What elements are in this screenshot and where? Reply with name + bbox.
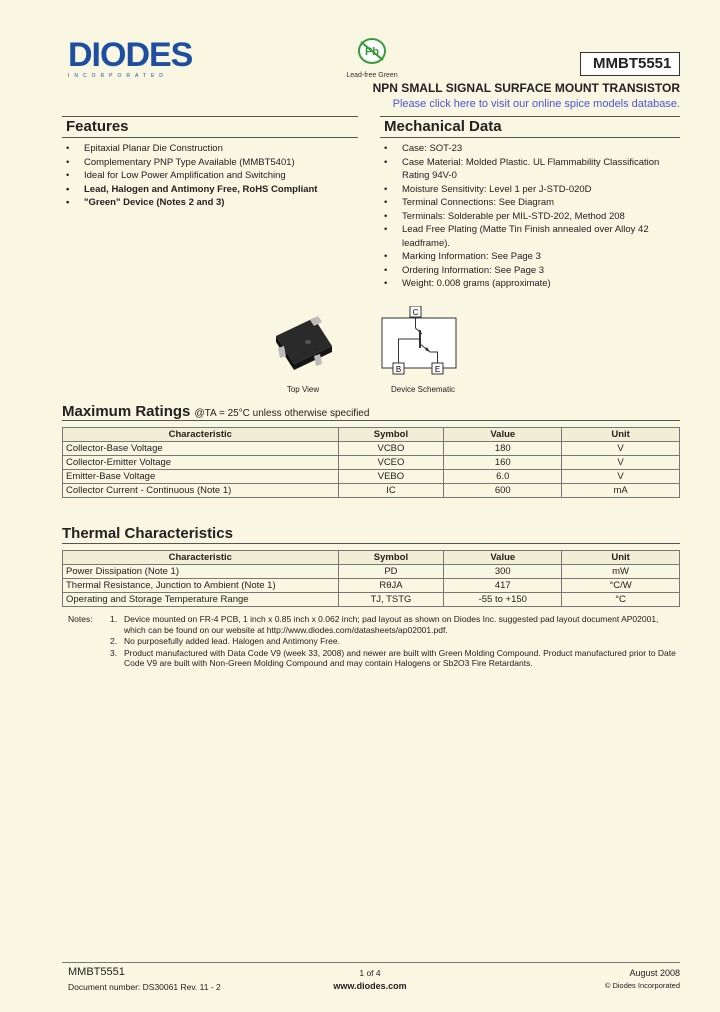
table-cell: mW bbox=[562, 565, 680, 579]
note-text: Product manufactured with Data Code V9 (week 33, 2008) and newer are built with Green Molding Compound. Product manufactured prior to Date Code V9 are built with Non-Green Molding Compound and may contain Halogens or Sb2O3 Fire Retardants. bbox=[124, 647, 676, 668]
note-number: 1. bbox=[110, 614, 118, 624]
device-subtitle: NPN SMALL SIGNAL SURFACE MOUNT TRANSISTOR bbox=[372, 81, 680, 95]
top-view-figure bbox=[268, 312, 338, 392]
table-header-cell: Value bbox=[444, 551, 562, 565]
table-row bbox=[63, 456, 680, 470]
table-cell: 300 bbox=[444, 565, 562, 579]
max-ratings-title: Maximum Ratings bbox=[62, 403, 191, 420]
feature-item: • Ideal for Low Power Amplification and Switching bbox=[62, 169, 358, 183]
spice-models-link[interactable]: Please click here to visit our online spice models database. bbox=[392, 98, 680, 110]
table-cell: 600 bbox=[444, 484, 562, 498]
table-row bbox=[63, 484, 680, 498]
npn-schematic-diagram bbox=[380, 306, 466, 378]
pb-symbol: Pb bbox=[364, 46, 380, 58]
mechanical-list bbox=[380, 142, 680, 291]
sot23-package-image bbox=[268, 312, 338, 374]
table-cell: °C/W bbox=[562, 579, 680, 593]
feature-item: • Lead, Halogen and Antimony Free, RoHS Compliant bbox=[62, 183, 358, 197]
table-cell: V bbox=[562, 442, 680, 456]
table-cell: 180 bbox=[444, 442, 562, 456]
footer-copyright: © Diodes Incorporated bbox=[604, 981, 680, 990]
note-item bbox=[110, 614, 680, 635]
notes-list bbox=[110, 614, 680, 670]
features-list bbox=[62, 142, 358, 210]
table-cell: PD bbox=[338, 565, 444, 579]
pin-b-label: B bbox=[395, 365, 402, 374]
table-header-cell: Unit bbox=[562, 551, 680, 565]
table-cell: 6.0 bbox=[444, 470, 562, 484]
table-cell: VCBO bbox=[338, 442, 444, 456]
lead-free-leaf-icon bbox=[355, 36, 389, 66]
diodes-logo bbox=[68, 38, 208, 78]
table-cell: °C bbox=[562, 593, 680, 607]
table-row bbox=[63, 579, 680, 593]
note-number: 2. bbox=[110, 636, 118, 646]
device-schematic-figure bbox=[380, 306, 466, 394]
table-row bbox=[63, 565, 680, 579]
table-header-cell: Symbol bbox=[338, 551, 444, 565]
footer-page: 1 of 4 bbox=[359, 968, 381, 978]
table-row bbox=[63, 470, 680, 484]
table-cell: Power Dissipation (Note 1) bbox=[63, 565, 339, 579]
max-ratings-condition: @TA = 25°C unless otherwise specified bbox=[194, 408, 370, 419]
pin-c-label: C bbox=[412, 308, 419, 317]
features-heading: Features bbox=[62, 116, 358, 138]
table-row bbox=[63, 442, 680, 456]
table-cell: -55 to +150 bbox=[444, 593, 562, 607]
thermal-heading: Thermal Characteristics bbox=[62, 525, 233, 542]
feature-item: • Complementary PNP Type Available (MMBT5401) bbox=[62, 156, 358, 170]
part-number-box: MMBT5551 bbox=[580, 52, 680, 76]
note-number: 3. bbox=[110, 647, 118, 658]
feature-item: • "Green" Device (Notes 2 and 3) bbox=[62, 196, 358, 210]
mechanical-heading: Mechanical Data bbox=[380, 116, 680, 138]
thermal-rule bbox=[62, 543, 680, 544]
top-view-caption: Top View bbox=[286, 385, 320, 394]
max-ratings-table bbox=[62, 427, 680, 498]
table-cell: Collector-Base Voltage bbox=[63, 442, 339, 456]
logo-text: DIODES bbox=[68, 36, 193, 74]
lead-free-caption: Lead-free Green bbox=[346, 72, 398, 79]
schematic-caption: Device Schematic bbox=[390, 385, 456, 394]
lead-free-badge bbox=[344, 36, 400, 79]
table-cell: V bbox=[562, 470, 680, 484]
footer-rule bbox=[62, 962, 680, 963]
mechanical-item: • Marking Information: See Page 3 bbox=[380, 250, 680, 264]
table-cell: 417 bbox=[444, 579, 562, 593]
table-cell: Emitter-Base Voltage bbox=[63, 470, 339, 484]
note-text: Device mounted on FR-4 PCB, 1 inch x 0.85 inch x 0.062 inch; pad layout as shown on Diodes Inc. suggested pad layout document AP02001, which can be found on our website at http://www.diodes.com/datasheets/ap02001.pdf. bbox=[124, 614, 659, 635]
table-cell: VEBO bbox=[338, 470, 444, 484]
table-header-cell: Unit bbox=[562, 428, 680, 442]
mechanical-item: • Terminal Connections: See Diagram bbox=[380, 196, 680, 210]
note-item bbox=[110, 648, 680, 669]
table-header-cell: Value bbox=[444, 428, 562, 442]
footer-date: August 2008 bbox=[629, 968, 680, 978]
notes-label: Notes: bbox=[68, 614, 93, 624]
feature-item: • Epitaxial Planar Die Construction bbox=[62, 142, 358, 156]
table-cell: TJ, TSTG bbox=[338, 593, 444, 607]
table-cell: VCEO bbox=[338, 456, 444, 470]
table-cell: Collector-Emitter Voltage bbox=[63, 456, 339, 470]
mechanical-item: • Case Material: Molded Plastic. UL Flammability Classification Rating 94V-0 bbox=[380, 156, 680, 183]
table-cell: V bbox=[562, 456, 680, 470]
footer-part: MMBT5551 bbox=[68, 966, 125, 978]
note-item bbox=[110, 636, 680, 647]
mechanical-item: • Ordering Information: See Page 3 bbox=[380, 264, 680, 278]
table-cell: Thermal Resistance, Junction to Ambient (Note 1) bbox=[63, 579, 339, 593]
max-ratings-rule bbox=[62, 420, 680, 421]
table-cell: Operating and Storage Temperature Range bbox=[63, 593, 339, 607]
mechanical-item: • Case: SOT-23 bbox=[380, 142, 680, 156]
table-header-cell: Symbol bbox=[338, 428, 444, 442]
note-text: No purposefully added lead. Halogen and Antimony Free. bbox=[124, 636, 340, 646]
mechanical-item: • Terminals: Solderable per MIL-STD-202, Method 208 bbox=[380, 210, 680, 224]
mechanical-item: • Moisture Sensitivity: Level 1 per J-STD-020D bbox=[380, 183, 680, 197]
max-ratings-heading bbox=[62, 403, 369, 420]
table-row bbox=[63, 593, 680, 607]
mechanical-item: • Weight: 0.008 grams (approximate) bbox=[380, 277, 680, 291]
mechanical-item: • Lead Free Plating (Matte Tin Finish annealed over Alloy 42 leadframe). bbox=[380, 223, 680, 250]
table-header-cell: Characteristic bbox=[63, 428, 339, 442]
table-cell: Collector Current - Continuous (Note 1) bbox=[63, 484, 339, 498]
pin-e-label: E bbox=[434, 365, 441, 374]
table-header-cell: Characteristic bbox=[63, 551, 339, 565]
table-cell: IC bbox=[338, 484, 444, 498]
table-cell: mA bbox=[562, 484, 680, 498]
table-cell: RθJA bbox=[338, 579, 444, 593]
logo-subtext: INCORPORATED bbox=[68, 73, 168, 79]
footer-website[interactable]: www.diodes.com bbox=[333, 981, 407, 991]
table-cell: 160 bbox=[444, 456, 562, 470]
footer-doc-number: Document number: DS30061 Rev. 11 - 2 bbox=[68, 982, 221, 992]
thermal-table bbox=[62, 550, 680, 607]
